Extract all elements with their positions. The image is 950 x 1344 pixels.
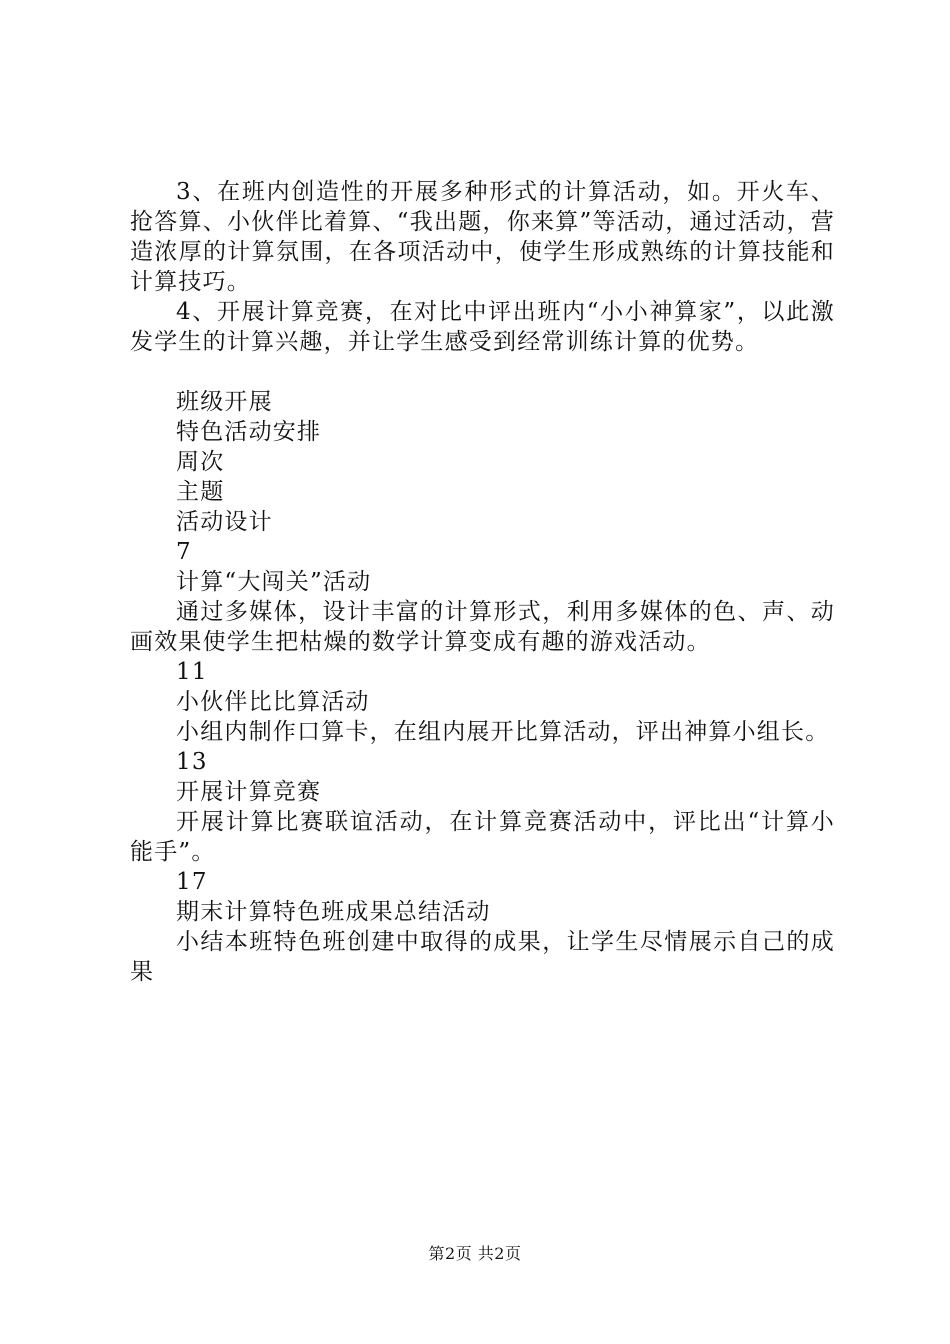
table-row — [130, 867, 835, 987]
row-topic: 开展计算竞赛 — [176, 779, 322, 805]
document-body — [130, 177, 835, 987]
row-design: 小组内制作口算卡，在组内展开比算活动，评出神算小组长。 — [176, 719, 830, 745]
table-row — [130, 657, 835, 747]
row-design: 小结本班特色班创建中取得的成果，让学生尽情展示自己的成果 — [130, 929, 835, 985]
table-title-line2: 特色活动安排 — [176, 419, 322, 445]
row-topic: 小伙伴比比算活动 — [176, 689, 370, 715]
table-header-week: 周次 — [176, 449, 225, 475]
blank-line — [130, 357, 835, 387]
page-number-footer: 第2页 共2页 — [428, 1244, 522, 1263]
paragraph-item-4: 4、开展计算竞赛，在对比中评出班内“小小神算家”，以此激发学生的计算兴趣，并让学生感受到经常训练计算的优势。 — [130, 299, 835, 355]
table-header-topic: 主题 — [176, 479, 225, 505]
row-week: 11 — [176, 659, 208, 685]
row-design: 通过多媒体，设计丰富的计算形式，利用多媒体的色、声、动画效果使学生把枯燥的数学计算变成有趣的游戏活动。 — [130, 599, 835, 655]
table-title-line1: 班级开展 — [176, 389, 273, 415]
row-topic: 计算“大闯关”活动 — [176, 569, 372, 595]
row-week: 13 — [176, 749, 208, 775]
table-header-design: 活动设计 — [176, 509, 273, 535]
row-week: 7 — [176, 539, 192, 565]
table-row — [130, 537, 835, 657]
paragraph-item-3: 3、在班内创造性的开展多种形式的计算活动，如。开火车、抢答算、小伙伴比着算、“我出题，你来算”等活动，通过活动，营造浓厚的计算氛围，在各项活动中，使学生形成熟练的计算技能和计算技巧。 — [130, 179, 835, 295]
table-row — [130, 747, 835, 867]
row-design: 开展计算比赛联谊活动，在计算竞赛活动中，评比出“计算小能手”。 — [130, 809, 835, 865]
row-week: 17 — [176, 869, 208, 895]
row-topic: 期末计算特色班成果总结活动 — [176, 899, 491, 925]
